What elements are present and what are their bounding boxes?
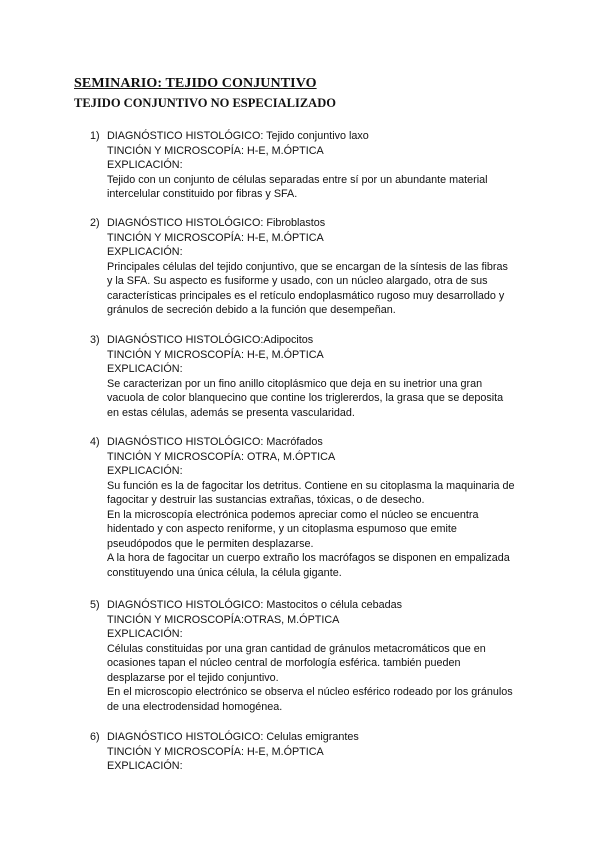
explanation-text-line: y la SFA. Su aspecto es fusiforme y usado, con un núcleo alargado, otra de sus xyxy=(107,275,488,287)
diagnosis-line: DIAGNÓSTICO HISTOLÓGICO: Tejido conjuntivo laxo xyxy=(107,130,369,142)
explanation-text-line: pseudópodos que le permiten desplazarse. xyxy=(107,537,314,550)
explanation-label: EXPLICACIÓN: xyxy=(107,760,183,772)
explanation-text-line: Tejido con un conjunto de células separadas entre sí por un abundante material xyxy=(107,173,488,186)
item-number: 2) xyxy=(90,217,100,229)
explanation-text-line: desplazarse por el tejido conjuntivo. xyxy=(107,671,279,684)
explanation-label: EXPLICACIÓN: xyxy=(107,159,183,171)
diagnosis-line: DIAGNÓSTICO HISTOLÓGICO: Celulas emigrantes xyxy=(107,731,359,743)
item-body xyxy=(107,129,547,202)
staining-line: TINCIÓN Y MICROSCOPÍA: OTRA, M.ÓPTICA xyxy=(107,450,336,463)
explanation-text-line: hidentado y con aspecto reniforme, y un citoplasma espumoso que emite xyxy=(107,523,457,535)
item-body xyxy=(107,435,547,580)
diagnosis-line: DIAGNÓSTICO HISTOLÓGICO: Fibroblastos xyxy=(107,217,326,229)
explanation-label: EXPLICACIÓN: xyxy=(107,363,183,375)
explanation-text-line: intercelular constituido por fibras y SFA. xyxy=(107,188,298,200)
item-number: 1) xyxy=(90,130,100,142)
explanation-text-line: En la microscopía electrónica podemos apreciar como el núcleo se encuentra xyxy=(107,508,479,521)
staining-line: TINCIÓN Y MICROSCOPÍA: H-E, M.ÓPTICA xyxy=(107,745,324,758)
explanation-text-line: gránulos de secreción debido a la función que desempeñan. xyxy=(107,304,396,316)
item-body xyxy=(107,216,547,318)
explanation-text-line: características principales es el retículo endoplasmático rugoso muy desarrollado y xyxy=(107,289,505,302)
explanation-label: EXPLICACIÓN: xyxy=(107,465,183,477)
explanation-text-line: Su función es la de fagocitar los detritus. Contiene en su citoplasma la maquinaria de xyxy=(107,479,515,492)
explanation-text-line: vacuola de color blanquecino que contine los triglererdos, la grasa que se deposita xyxy=(107,392,504,404)
item-body xyxy=(107,333,547,420)
explanation-text-line: En el microscopio electrónico se observa el núcleo esférico rodeado por los gránulos xyxy=(107,686,513,698)
explanation-text-line: fagocitar y destruir las sustancias extrañas, tóxicas, o de desecho. xyxy=(107,494,425,506)
item-number: 3) xyxy=(90,334,100,346)
item-body xyxy=(107,598,547,714)
staining-line: TINCIÓN Y MICROSCOPÍA: H-E, M.ÓPTICA xyxy=(107,231,324,244)
diagnosis-line: DIAGNÓSTICO HISTOLÓGICO: Macrófados xyxy=(107,436,323,448)
explanation-text-line: A la hora de fagocitar un cuerpo extraño los macrófagos se disponen en empalizada xyxy=(107,552,510,564)
item-number: 5) xyxy=(90,599,100,611)
explanation-text-line: de una electrodensidad homogénea. xyxy=(107,700,283,713)
diagnosis-line: DIAGNÓSTICO HISTOLÓGICO: Mastocitos o célula cebadas xyxy=(107,599,403,611)
item-body xyxy=(107,730,547,774)
explanation-text-line: Células constituidas por una gran cantidad de gránulos metacromáticos que en xyxy=(107,642,486,655)
staining-line: TINCIÓN Y MICROSCOPÍA: H-E, M.ÓPTICA xyxy=(107,144,324,157)
item-number: 4) xyxy=(90,436,100,448)
diagnosis-line: DIAGNÓSTICO HISTOLÓGICO:Adipocitos xyxy=(107,334,314,346)
staining-line: TINCIÓN Y MICROSCOPÍA: H-E, M.ÓPTICA xyxy=(107,348,324,361)
explanation-text-line: constituyendo una única célula, la célula gigante. xyxy=(107,566,342,579)
page-title: SEMINARIO: TEJIDO CONJUNTIVO xyxy=(74,76,317,91)
explanation-label: EXPLICACIÓN: xyxy=(107,628,183,640)
staining-line: TINCIÓN Y MICROSCOPÍA:OTRAS, M.ÓPTICA xyxy=(107,613,340,626)
explanation-text-line: Se caracterizan por un fino anillo citoplásmico que deja en su inetrior una gran xyxy=(107,377,483,390)
section-subtitle: TEJIDO CONJUNTIVO NO ESPECIALIZADO xyxy=(74,96,336,110)
explanation-text-line: Principales células del tejido conjuntivo, que se encargan de la síntesis de las fibras xyxy=(107,260,508,273)
explanation-label: EXPLICACIÓN: xyxy=(107,246,183,258)
explanation-text-line: ocasiones tapan el núcleo central de morfología esférica. también pueden xyxy=(107,657,461,669)
item-number: 6) xyxy=(90,731,100,743)
explanation-text-line: en estas células, además se presenta vascularidad. xyxy=(107,406,355,419)
